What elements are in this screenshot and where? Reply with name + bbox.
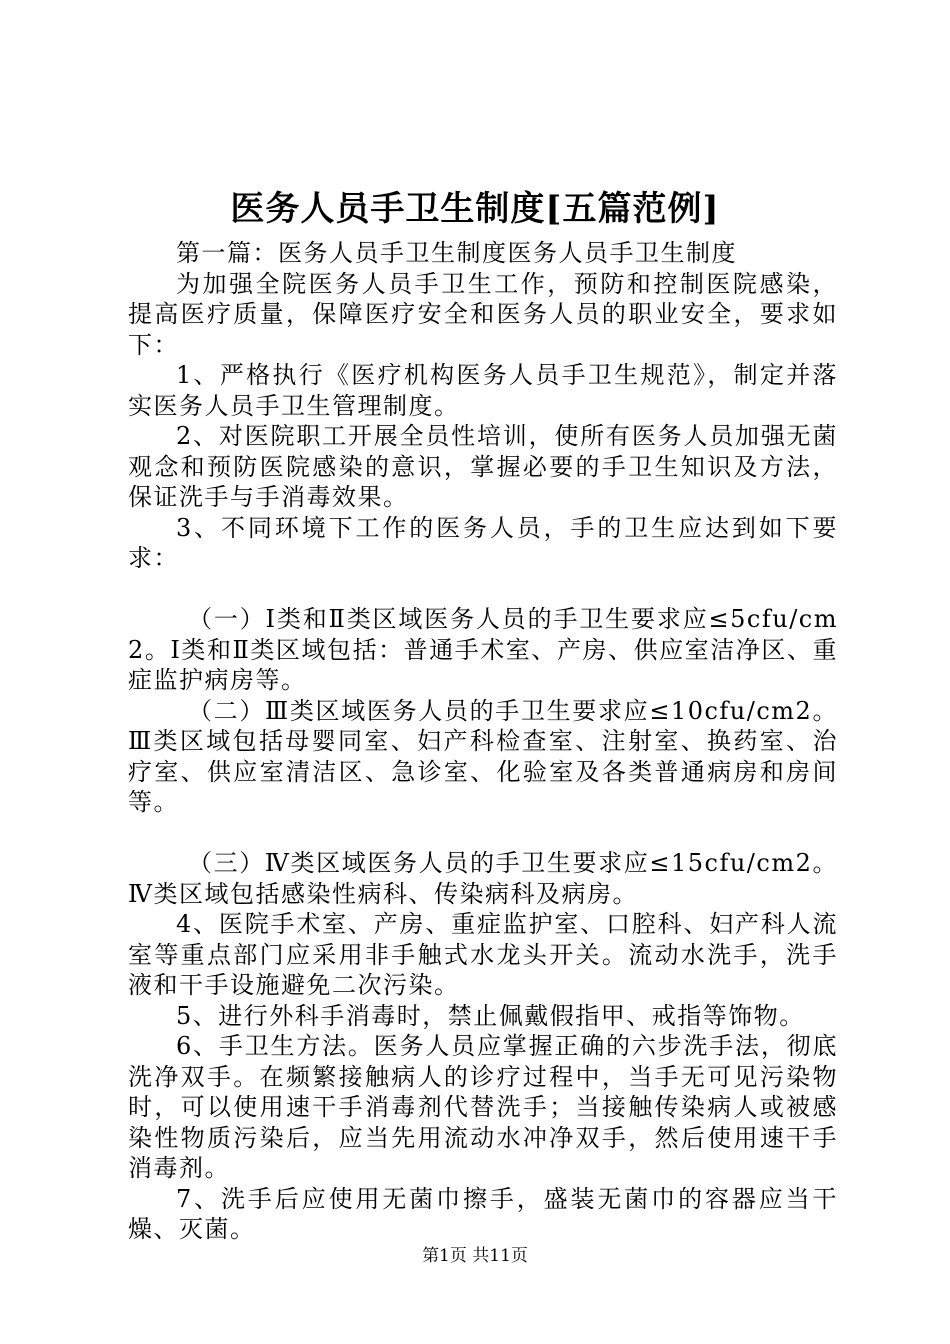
rule-1-paragraph: 1、严格执行《医疗机构医务人员手卫生规范》，制定并落实医务人员手卫生管理制度。 (128, 361, 838, 420)
document-title: 医务人员手卫生制度[五篇范例] (230, 189, 720, 229)
rule-3-item-1-paragraph: （一）Ⅰ类和Ⅱ类区域医务人员的手卫生要求应≤5cfu/cm2。Ⅰ类和Ⅱ类区域包括：普通手术室、产房、供应室洁净区、重症监护病房等。 (128, 605, 838, 694)
rule-3-paragraph: 3、不同环境下工作的医务人员，手的卫生应达到如下要求： (128, 513, 838, 572)
intro-paragraph: 为加强全院医务人员手卫生工作，预防和控制医院感染，提高医疗质量，保障医疗安全和医务人员的职业安全，要求如下： (128, 269, 838, 359)
page-number: 第1页 共11页 (422, 1246, 528, 1266)
section-heading: 第一篇：医务人员手卫生制度医务人员手卫生制度 (176, 239, 737, 267)
rule-4-paragraph: 4、医院手术室、产房、重症监护室、口腔科、妇产科人流室等重点部门应采用非手触式水龙头开关。流动水洗手，洗手液和干手设施避免二次污染。 (128, 910, 838, 999)
rule-3-item-3-paragraph: （三）Ⅳ类区域医务人员的手卫生要求应≤15cfu/cm2。Ⅳ类区域包括感染性病科、传染病科及病房。 (128, 849, 838, 908)
document-body (128, 238, 838, 1245)
rule-6-paragraph: 6、手卫生方法。医务人员应掌握正确的六步洗手法，彻底洗净双手。在频繁接触病人的诊疗过程中，当手无可见污染物时，可以使用速干手消毒剂代替洗手；当接触传染病人或被感染性物质污染后，应当先用流动水冲净双手，然后使用速干手消毒剂。 (128, 1032, 838, 1182)
rule-2-paragraph: 2、对医院职工开展全员性培训，使所有医务人员加强无菌观念和预防医院感染的意识，掌握必要的手卫生知识及方法，保证洗手与手消毒效果。 (128, 422, 838, 511)
rule-3-item-2-paragraph: （二）Ⅲ类区域医务人员的手卫生要求应≤10cfu/cm2。Ⅲ类区域包括母婴同室、妇产科检查室、注射室、换药室、治疗室、供应室清洁区、急诊室、化验室及各类普通病房和房间等。 (128, 696, 838, 816)
rule-7-paragraph: 7、洗手后应使用无菌巾擦手，盛装无菌巾的容器应当干燥、灭菌。 (128, 1184, 838, 1243)
rule-5-paragraph: 5、进行外科手消毒时，禁止佩戴假指甲、戒指等饰物。 (176, 1001, 805, 1030)
